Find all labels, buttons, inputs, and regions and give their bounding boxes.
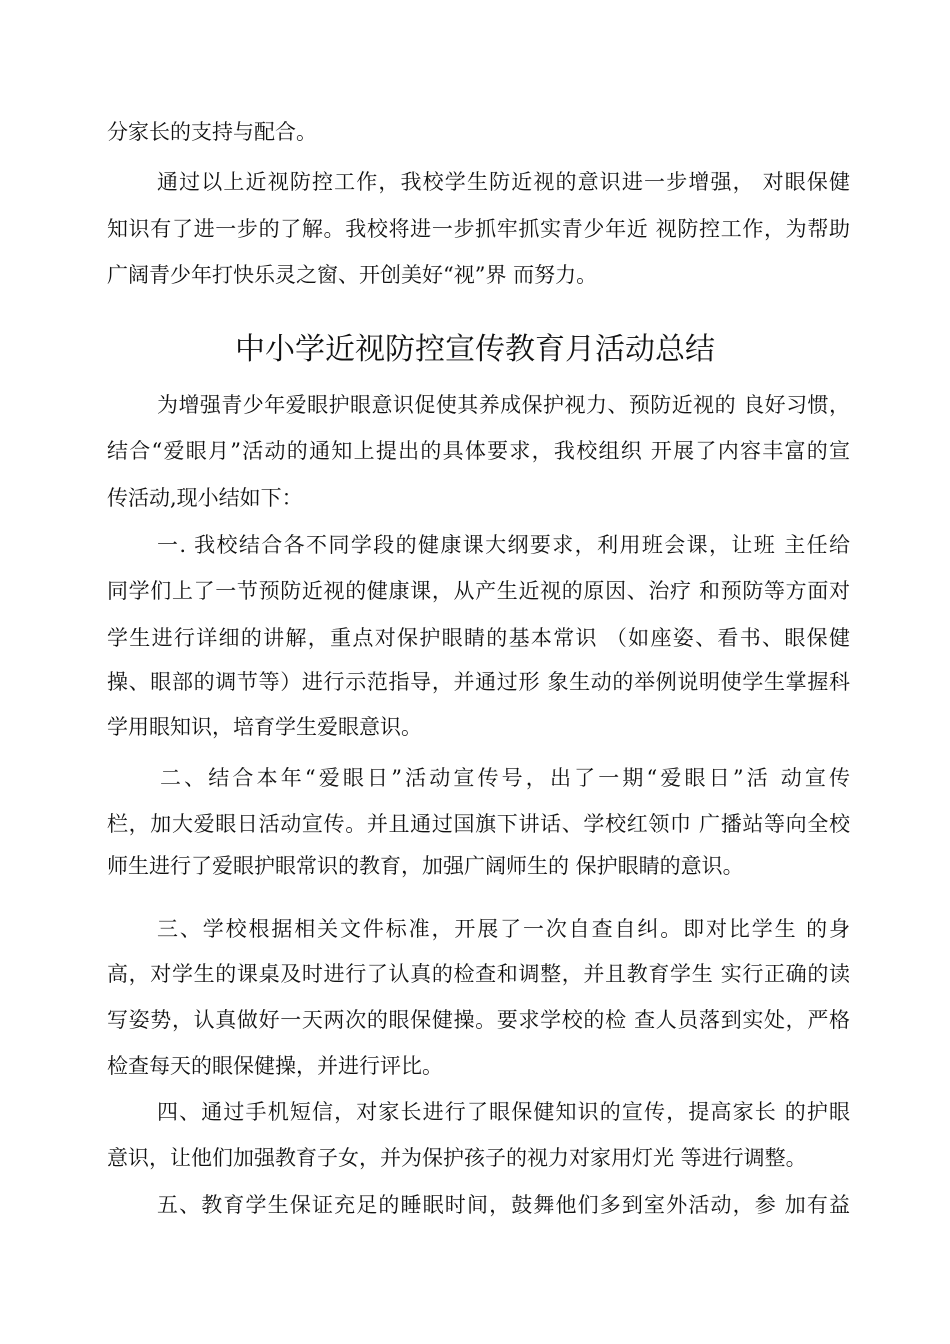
para-2-line-3: 学生进行详细的讲解，重点对保护眼睛的基本常识 （如座姿、看书、眼保健 (107, 626, 850, 650)
para-3-line-1: 二、结合本年“爱眼日”活动宣传号，出了一期“爱眼日”活 动宣传 (160, 766, 850, 790)
para-1-line-1: 为增强青少年爱眼护眼意识促使其养成保护视力、预防近视的 良好习惯， (157, 393, 850, 417)
para-3-line-2: 栏，加大爱眼日活动宣传。并且通过国旗下讲话、学校红领巾 广播站等向全校 (107, 812, 850, 836)
intro-line-1: 分家长的支持与配合。 (107, 120, 317, 144)
para-4-line-1: 三、学校根据相关文件标准，开展了一次自查自纠。即对比学生 的身 (157, 917, 850, 941)
para-6-line-1: 五、教育学生保证充足的睡眠时间，鼓舞他们多到室外活动，参 加有益 (157, 1193, 850, 1217)
para-1-line-2: 结合“爱眼月”活动的通知上提出的具体要求，我校组织 开展了内容丰富的宣 (107, 439, 850, 463)
intro-line-3: 知识有了进一步的了解。我校将进一步抓牢抓实青少年近 视防控工作，为帮助 (107, 217, 850, 241)
para-3-line-3: 师生进行了爱眼护眼常识的教育，加强广阔师生的 保护眼睛的意识。 (107, 854, 744, 878)
para-5-line-1: 四、通过手机短信，对家长进行了眼保健知识的宣传，提高家长 的护眼 (157, 1100, 850, 1124)
para-4-line-2: 高，对学生的课桌及时进行了认真的检查和调整，并且教育学生 实行正确的读 (107, 962, 850, 986)
para-4-line-3: 写姿势，认真做好一天两次的眼保健操。要求学校的检 查人员落到实处，严格 (107, 1008, 850, 1032)
para-2-line-2: 同学们上了一节预防近视的健康课，从产生近视的原因、治疗 和预防等方面对 (107, 579, 850, 603)
para-4-line-4: 检查每天的眼保健操，并进行评比。 (107, 1054, 443, 1078)
document-title: 中小学近视防控宣传教育月活动总结 (235, 332, 715, 368)
intro-line-4: 广阔青少年打快乐灵之窗、开创美好“视”界 而努力。 (107, 263, 598, 287)
intro-line-2: 通过以上近视防控工作，我校学生防近视的意识进一步增强， 对眼保健 (157, 170, 850, 194)
para-2-line-4: 操、眼部的调节等）进行示范指导，并通过形 象生动的举例说明使学生掌握科 (107, 670, 850, 694)
para-5-line-2: 意识，让他们加强教育子女，并为保护孩子的视力对家用灯光 等进行调整。 (107, 1146, 807, 1170)
para-1-line-3: 传活动,现小结如下： (107, 486, 303, 510)
para-2-line-5: 学用眼知识，培育学生爱眼意识。 (107, 715, 422, 739)
para-2-line-1: 一. 我校结合各不同学段的健康课大纲要求，利用班会课，让班 主任给 (157, 533, 850, 557)
